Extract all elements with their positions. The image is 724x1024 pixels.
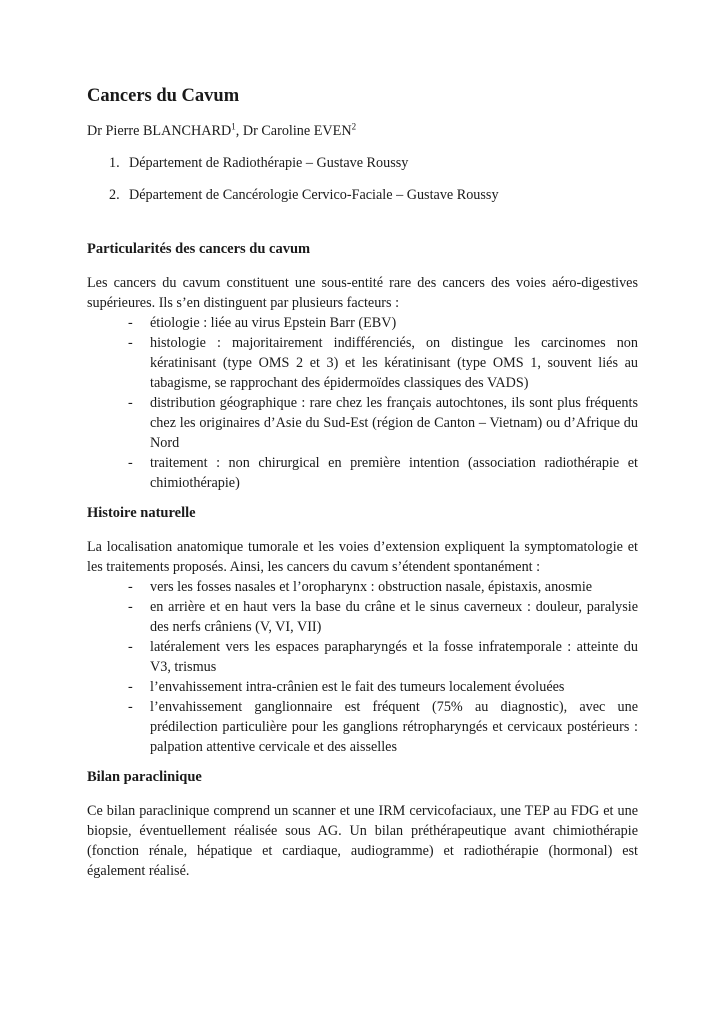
author-separator: , [235, 123, 243, 139]
affiliation-number: 1. [109, 155, 120, 171]
section-heading-particularites: Particularités des cancers du cavum [87, 241, 311, 257]
authors-line [87, 121, 638, 141]
section-heading-bilan: Bilan paraclinique [87, 769, 202, 785]
author-1-affiliation-mark: 1 [231, 121, 236, 132]
author-2-affiliation-mark: 2 [351, 121, 357, 132]
document-page [87, 84, 638, 881]
list-item [87, 677, 638, 697]
list-item [87, 697, 638, 757]
list-item [87, 333, 638, 393]
section-heading-histoire: Histoire naturelle [87, 505, 196, 521]
affiliation-item [87, 185, 638, 205]
list-item [87, 637, 638, 677]
affiliation-text: Département de Cancérologie Cervico-Faciale – Gustave Roussy [129, 187, 499, 203]
list-item-text: vers les fosses nasales et l’oropharynx : obstruction nasale, épistaxis, anosmie [150, 579, 593, 595]
list-item [87, 313, 638, 333]
dash-marker: - [128, 639, 133, 655]
dash-marker: - [128, 699, 133, 715]
list-item-text: histologie : majoritairement indifférenciés, on distingue les carcinomes non kératinisant (type OMS 2 et 3) et les kératinisant (type OMS 1, souvent liés au tabagisme, se rapprochant des épidermoïdes classiques des VADS) [150, 335, 638, 391]
dash-marker: - [128, 455, 133, 471]
list-item [87, 393, 638, 453]
dash-marker: - [128, 335, 133, 351]
author-2: Dr Caroline EVEN [242, 123, 352, 139]
affiliation-number: 2. [109, 187, 120, 203]
list-item-text: l’envahissement intra-crânien est le fait des tumeurs localement évoluées [150, 679, 565, 695]
list-item [87, 577, 638, 597]
bullet-list [87, 577, 638, 757]
section-paragraph: Ce bilan paraclinique comprend un scanner et une IRM cervicofaciaux, une TEP au FDG et une biopsie, éventuellement réalisée sous AG. Un bilan préthérapeutique avant chimiothérapie (fonction rénale, hépatique et cardiaque, audiogramme) et radiothérapie (hormonal) est également réalisé. [87, 803, 638, 879]
dash-marker: - [128, 599, 133, 615]
section-paragraph: Les cancers du cavum constituent une sous-entité rare des cancers des voies aéro-digestives supérieures. Ils s’en distinguent par plusieurs facteurs : [87, 275, 638, 311]
document-title: Cancers du Cavum [87, 86, 240, 106]
list-item-text: l’envahissement ganglionnaire est fréquent (75% au diagnostic), avec une prédilection particulière pour les ganglions rétropharyngés et cervicaux postérieurs : palpation attentive cervicale et des aisselles [150, 699, 638, 755]
affiliations-list [87, 153, 638, 205]
section-paragraph: La localisation anatomique tumorale et les voies d’extension expliquent la symptomatologie et les traitements proposés. Ainsi, les cancers du cavum s’étendent spontanément : [87, 539, 638, 575]
affiliation-text: Département de Radiothérapie – Gustave Roussy [129, 155, 409, 171]
dash-marker: - [128, 579, 133, 595]
dash-marker: - [128, 395, 133, 411]
list-item-text: étiologie : liée au virus Epstein Barr (EBV) [150, 315, 397, 331]
list-item [87, 597, 638, 637]
dash-marker: - [128, 679, 133, 695]
affiliation-item [87, 153, 638, 173]
list-item-text: en arrière et en haut vers la base du crâne et le sinus caverneux : douleur, paralysie des nerfs crâniens (V, VI, VII) [150, 599, 638, 635]
list-item-text: distribution géographique : rare chez les français autochtones, ils sont plus fréquents chez les originaires d’Asie du Sud-Est (région de Canton – Vietnam) ou d’Afrique du Nord [150, 395, 638, 451]
list-item [87, 453, 638, 493]
dash-marker: - [128, 315, 133, 331]
list-item-text: latéralement vers les espaces parapharyngés et la fosse infratemporale : atteinte du V3, trismus [150, 639, 638, 675]
author-1: Dr Pierre BLANCHARD [87, 123, 232, 139]
list-item-text: traitement : non chirurgical en première intention (association radiothérapie et chimiothérapie) [150, 455, 638, 491]
bullet-list [87, 313, 638, 493]
